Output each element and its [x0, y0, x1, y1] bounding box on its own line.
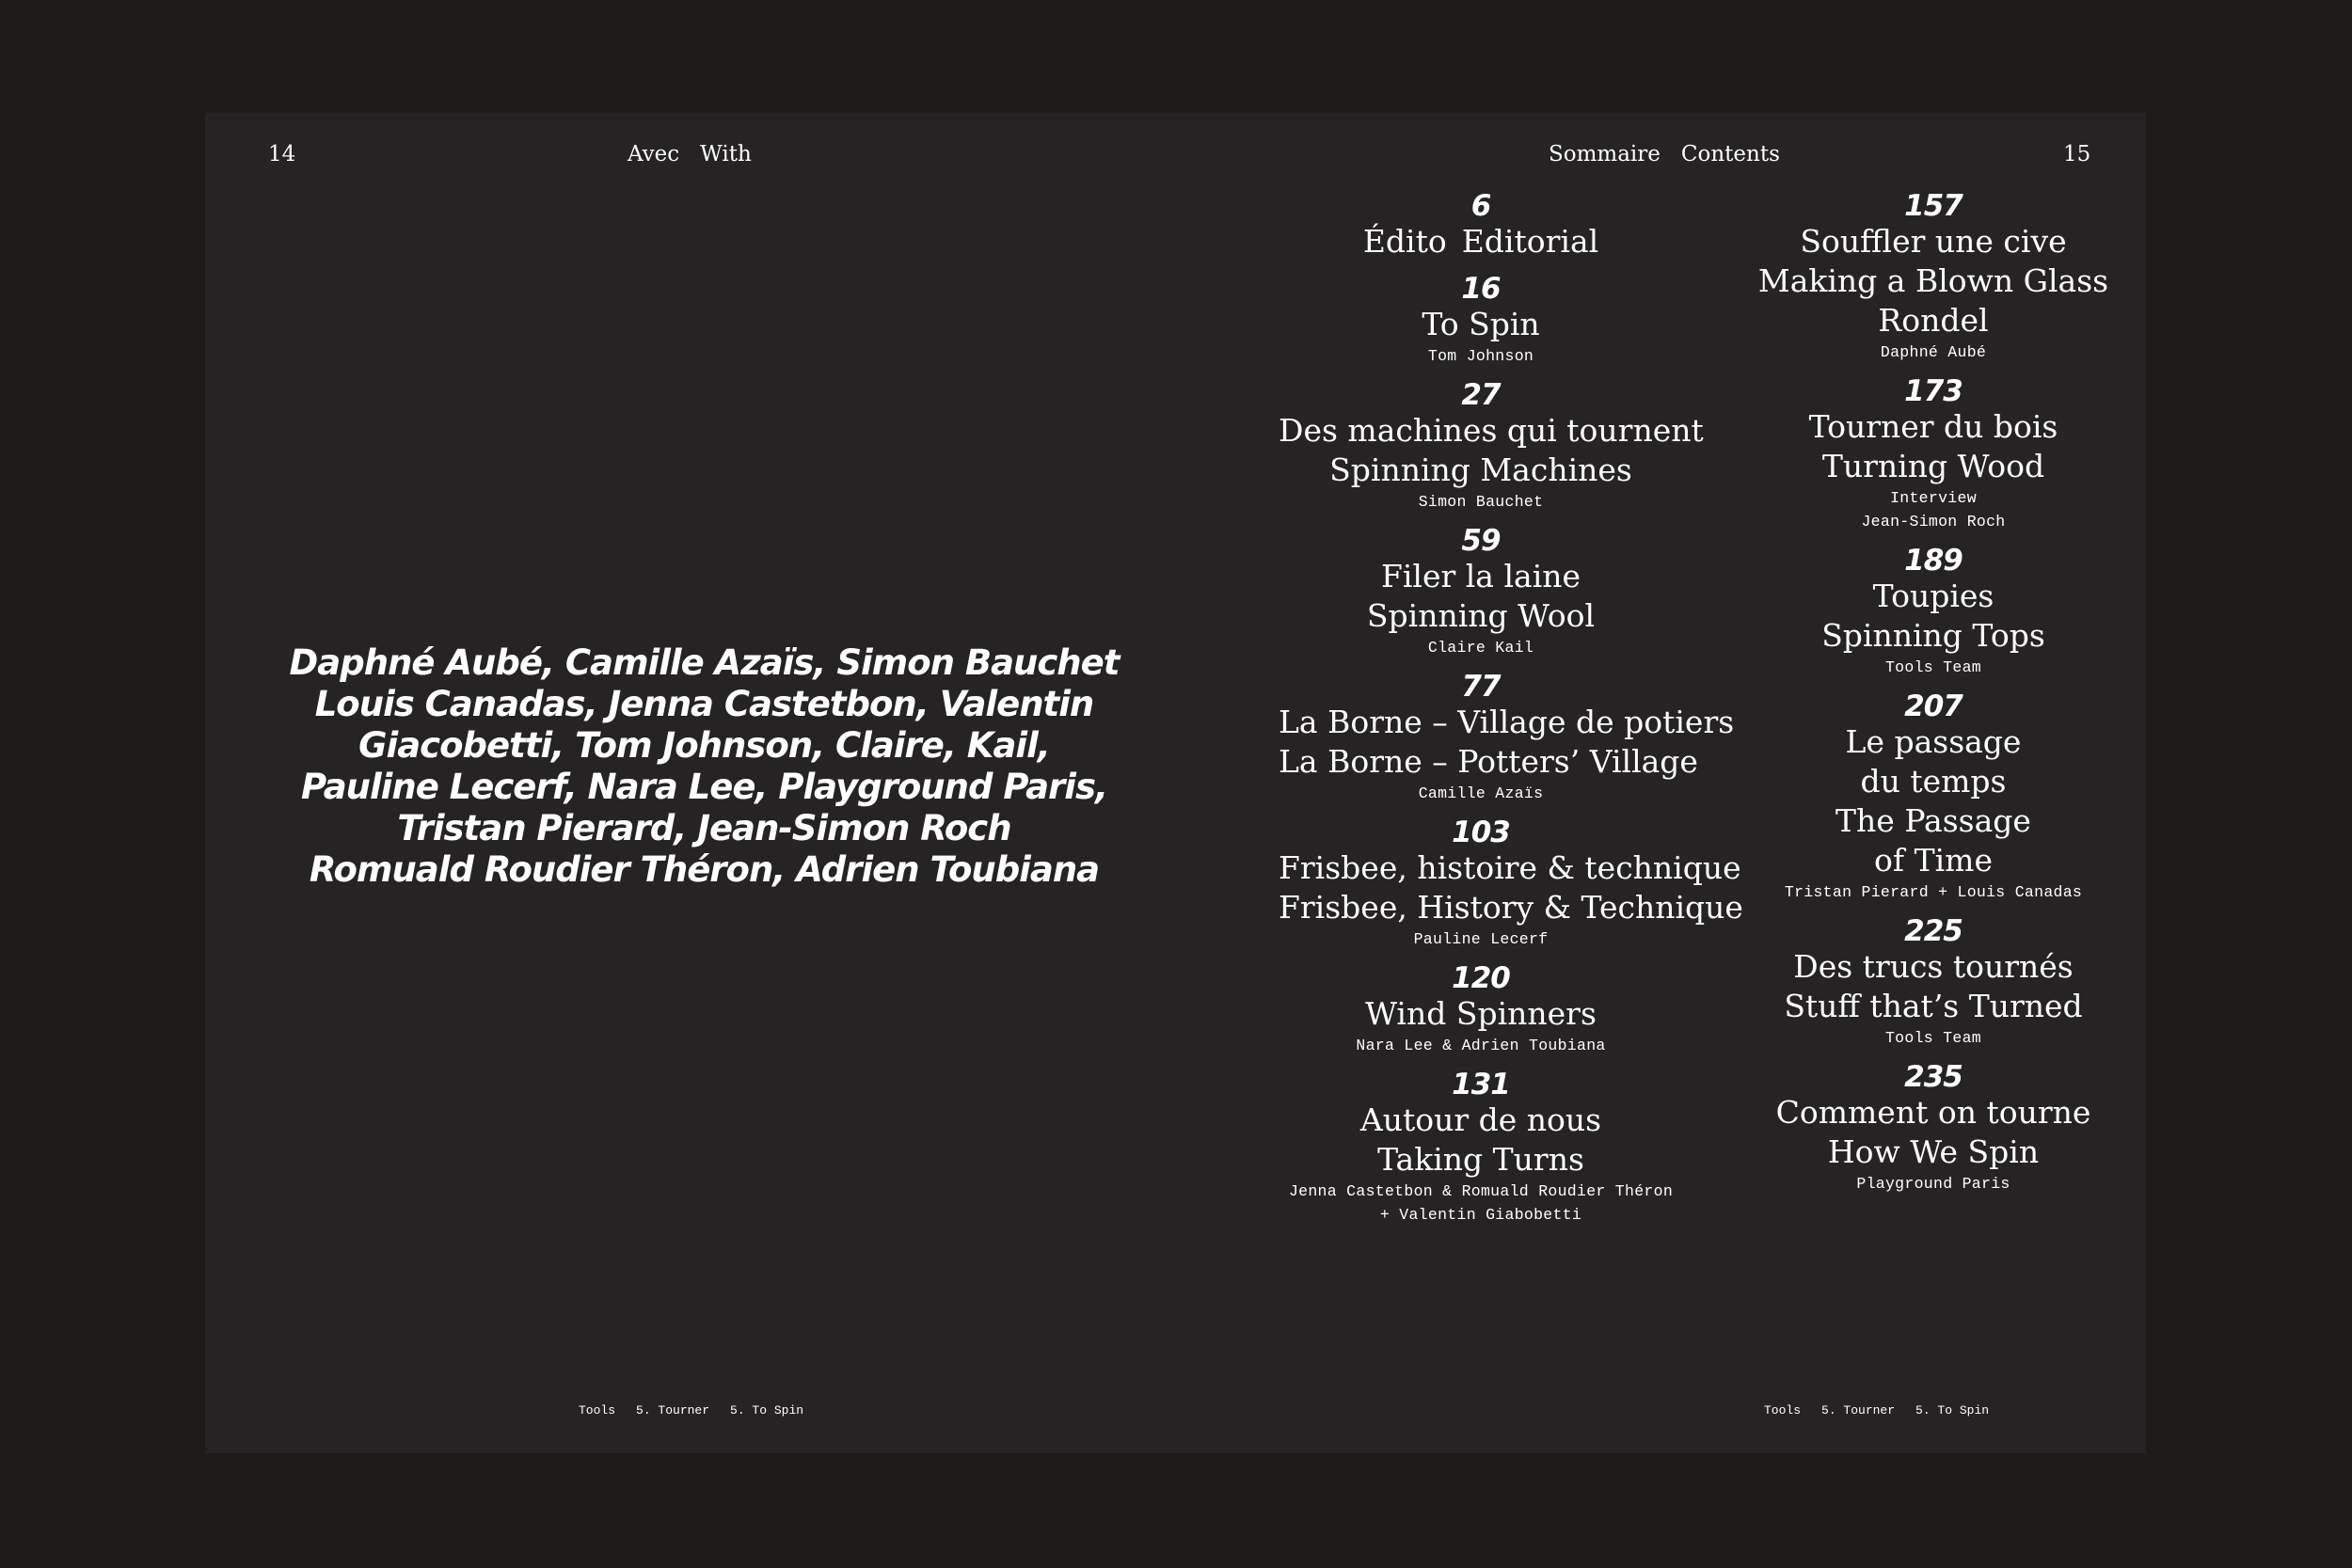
toc-page-number: 207	[1904, 689, 1963, 723]
page-number: 15	[2063, 142, 2091, 166]
toc-entry	[1279, 962, 1683, 1057]
toc-entry	[1279, 816, 1743, 951]
toc-title: To Spin	[1422, 306, 1540, 342]
footer-issue-fr: 5. Tourner	[1821, 1403, 1896, 1418]
toc-author: Claire Kail	[1427, 639, 1534, 657]
toc-page-number: 189	[1904, 544, 1963, 578]
toc-title: Wind Spinners	[1365, 995, 1597, 1032]
toc-title: Filer la laine	[1380, 558, 1581, 594]
toc-page-number: 235	[1904, 1060, 1963, 1094]
toc-title: La Borne – Potters’ Village	[1279, 743, 1698, 780]
toc-author: + Valentin Giabobetti	[1379, 1206, 1582, 1224]
toc-title: Stuff that’s Turned	[1784, 988, 2083, 1024]
contributors-list	[250, 642, 1158, 891]
toc-title: Spinning Tops	[1821, 617, 2045, 654]
footer-issue-en: 5. To Spin	[1915, 1403, 1990, 1418]
toc-page-number: 16	[1461, 272, 1501, 306]
toc-entry	[1279, 1069, 1683, 1227]
toc-page-number: 131	[1452, 1068, 1510, 1101]
toc-entry	[1279, 670, 1735, 805]
header-fr: Avec	[628, 142, 680, 166]
footer-issue-fr: 5. Tourner	[636, 1403, 710, 1418]
toc-entry	[1279, 378, 1704, 514]
toc-entry	[1708, 915, 2159, 1050]
toc-page-number: 173	[1904, 374, 1963, 408]
header-en: With	[700, 142, 752, 166]
toc-title: La Borne – Village de potiers	[1279, 704, 1735, 740]
toc-page-number: 59	[1461, 524, 1501, 558]
toc-entry	[1708, 375, 2159, 533]
toc-author: Tristan Pierard + Louis Canadas	[1784, 883, 2083, 901]
running-header	[1549, 144, 1780, 166]
toc-page-number: 120	[1452, 961, 1510, 995]
toc-title: Toupies	[1872, 578, 1994, 614]
toc-author: Pauline Lecerf	[1413, 930, 1549, 948]
toc-entry	[1708, 1061, 2159, 1196]
contributors-line: Daphné Aubé, Camille Azaïs, Simon Bauchet	[289, 642, 1120, 683]
toc-entry	[1708, 690, 2159, 904]
toc-title: Le passage	[1845, 723, 2022, 760]
toc-author: Playground Paris	[1856, 1175, 2010, 1193]
toc-title: Spinning Machines	[1329, 451, 1632, 488]
header-fr: Sommaire	[1549, 142, 1661, 166]
toc-title: Turning Wood	[1821, 448, 2045, 484]
footer-magazine: Tools	[579, 1403, 616, 1418]
toc-title	[1279, 222, 1683, 261]
toc-author: Jenna Castetbon & Romuald Roudier Théron	[1288, 1182, 1674, 1200]
toc-title: Frisbee, histoire & technique	[1279, 849, 1741, 886]
toc-entry	[1708, 545, 2159, 679]
contributors-line: Tristan Pierard, Jean-Simon Roch	[397, 808, 1011, 848]
toc-author: Simon Bauchet	[1418, 493, 1544, 511]
toc-column-1	[1279, 189, 1743, 1227]
toc-page-number: 77	[1461, 670, 1501, 704]
toc-page-number: 27	[1461, 378, 1501, 412]
toc-page-number: 225	[1904, 914, 1963, 948]
page-number: 14	[268, 142, 296, 166]
toc-title: The Passage	[1836, 802, 2031, 839]
magazine-spread	[205, 113, 2146, 1453]
toc-page-number: 157	[1904, 189, 1963, 223]
toc-author: Camille Azaïs	[1418, 784, 1544, 802]
toc-title: Spinning Wool	[1366, 597, 1596, 634]
toc-title: Des machines qui tournent	[1279, 412, 1704, 449]
contributors-line: Romuald Roudier Théron, Adrien Toubiana	[309, 849, 1100, 890]
toc-title: Des trucs tournés	[1793, 948, 2074, 985]
left-page	[205, 113, 1175, 1453]
toc-title: How We Spin	[1827, 1133, 2040, 1170]
contributors-line: Pauline Lecerf, Nara Lee, Playground Paris,	[300, 767, 1108, 807]
toc-author: Tom Johnson	[1427, 347, 1534, 365]
footer-issue-en: 5. To Spin	[730, 1403, 804, 1418]
footer-magazine: Tools	[1764, 1403, 1802, 1418]
toc-title: du temps	[1860, 763, 2007, 800]
toc-entry	[1279, 190, 1683, 261]
toc-title: Autour de nous	[1359, 1101, 1602, 1138]
toc-page-number: 6	[1470, 189, 1491, 223]
toc-title: Comment on tourne	[1775, 1094, 2091, 1131]
toc-title-en: Editorial	[1461, 223, 1599, 260]
toc-entry	[1279, 525, 1683, 659]
toc-title: Taking Turns	[1377, 1141, 1584, 1178]
toc-title: Tourner du bois	[1808, 408, 2058, 445]
toc-author: Daphné Aubé	[1880, 343, 1987, 361]
toc-entry	[1279, 273, 1683, 368]
toc-title: of Time	[1874, 842, 1993, 879]
toc-title: Souffler une cive	[1800, 223, 2067, 260]
toc-title: Frisbee, History & Technique	[1279, 889, 1743, 926]
running-header	[628, 144, 752, 166]
toc-author: Interview	[1890, 489, 1977, 507]
toc-author: Jean-Simon Roch	[1861, 513, 2006, 531]
page-footer	[579, 1403, 803, 1418]
toc-column-2	[1708, 190, 2159, 1196]
toc-title-fr: Édito	[1362, 223, 1447, 260]
header-en: Contents	[1680, 142, 1780, 166]
toc-page-number: 103	[1452, 816, 1510, 849]
contributors-line: Giacobetti, Tom Johnson, Claire, Kail,	[358, 725, 1050, 766]
toc-title: Making a Blown Glass	[1757, 262, 2109, 299]
toc-title: Rondel	[1878, 302, 1989, 339]
toc-author: Nara Lee & Adrien Toubiana	[1356, 1037, 1606, 1054]
toc-author: Tools Team	[1884, 1029, 1982, 1047]
toc-author: Tools Team	[1884, 658, 1982, 676]
right-page	[1175, 113, 2145, 1453]
page-footer	[1764, 1403, 1989, 1418]
toc-entry	[1708, 190, 2159, 364]
contributors-line: Louis Canadas, Jenna Castetbon, Valentin	[314, 684, 1094, 724]
